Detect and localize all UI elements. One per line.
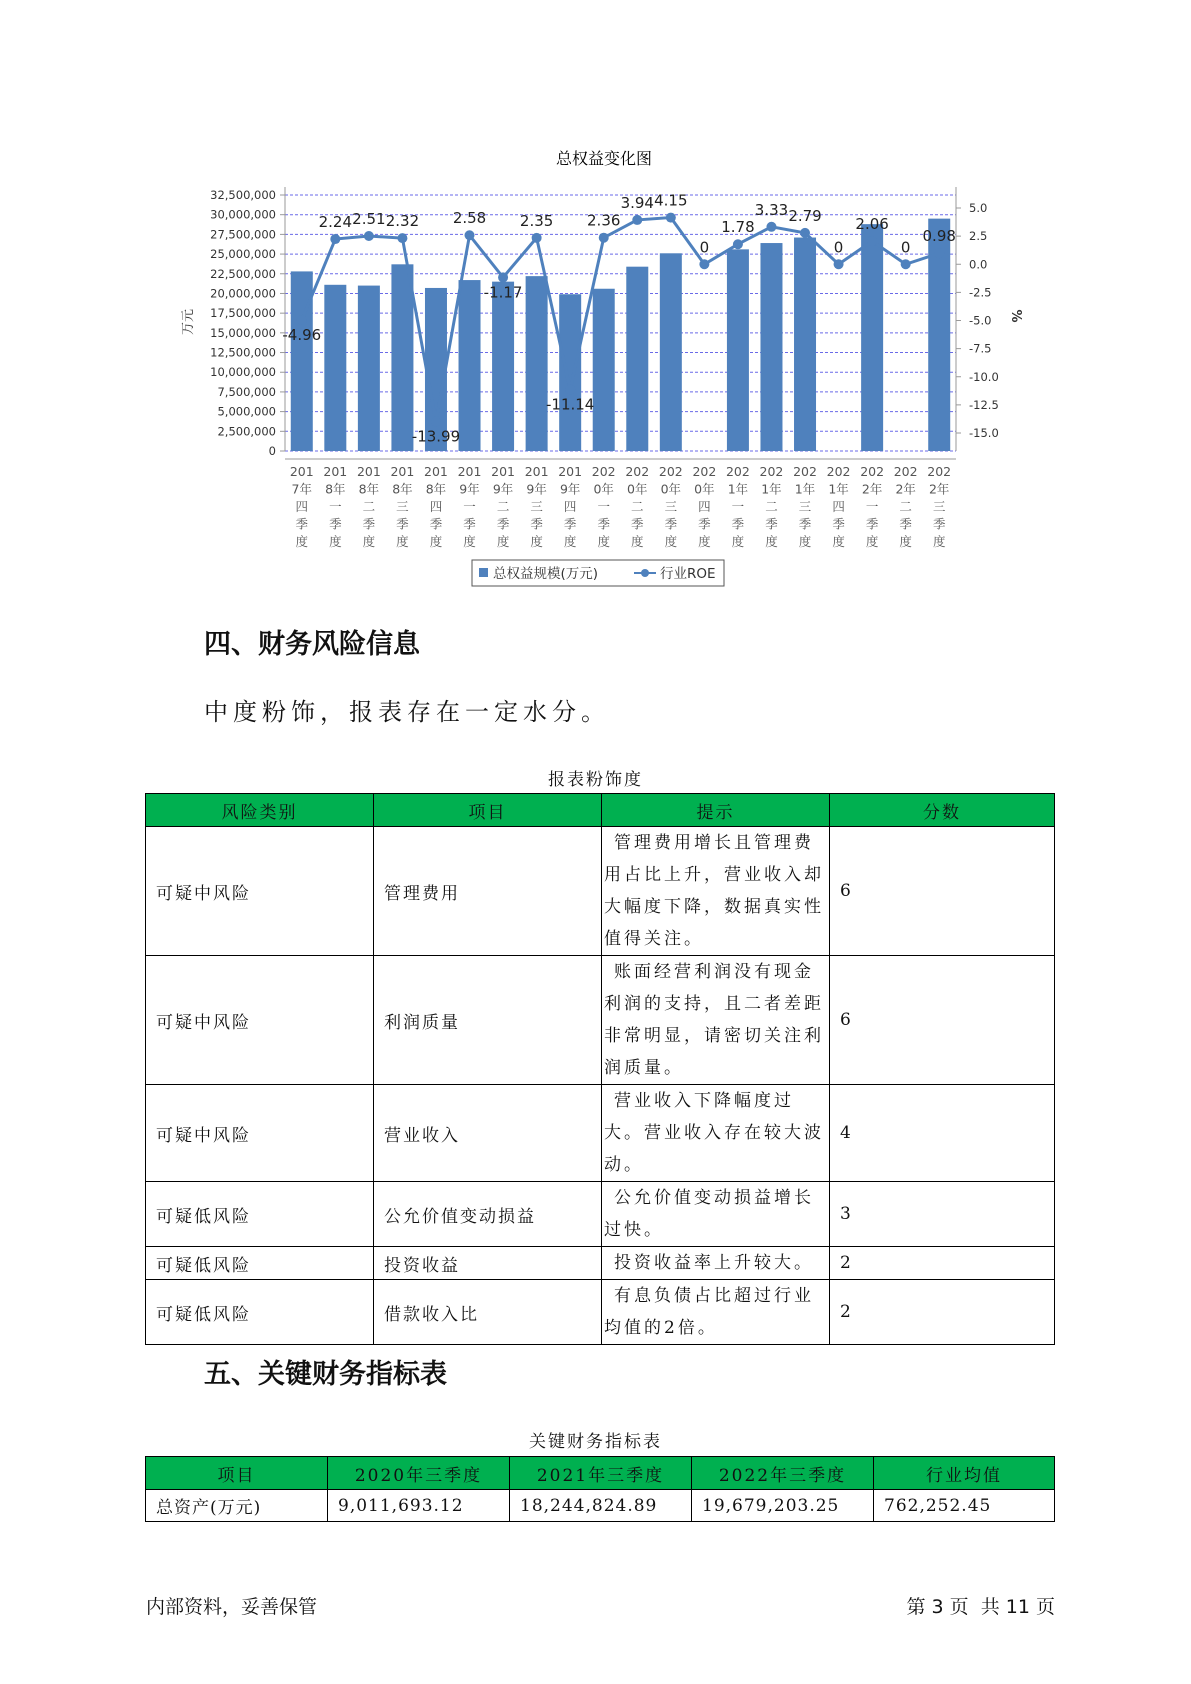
left-tick-label: 2,500,000 [217, 424, 276, 439]
category-label: 季 [798, 516, 812, 532]
item-cell: 利润质量 [374, 956, 602, 1085]
category-label: 9年 [526, 481, 547, 497]
table-row [146, 1182, 1055, 1247]
category-label: 度 [731, 534, 745, 549]
left-tick-label: 12,500,000 [210, 345, 276, 360]
category-label: 度 [932, 534, 946, 549]
roe-point [532, 233, 542, 243]
category-label: 2年 [928, 481, 950, 497]
left-tick-label: 20,000,000 [210, 286, 276, 301]
risk-table-header-0: 风险类别 [146, 794, 374, 827]
table-row [146, 827, 1055, 956]
category-label: 季 [597, 516, 610, 532]
left-axis-title: 万元 [181, 308, 196, 336]
roe-point [632, 215, 642, 225]
hint-cell: 营业收入下降幅度过大。营业收入存在较大波动。 [602, 1085, 830, 1182]
chart-bars [291, 219, 950, 451]
category-label: 季 [932, 516, 946, 532]
item-cell: 营业收入 [374, 1085, 602, 1182]
category-label: 季 [295, 516, 309, 532]
chart-legend [472, 560, 724, 586]
category-label: 度 [631, 534, 644, 549]
category-label: 二 [899, 499, 912, 514]
category-label: 202 [725, 464, 750, 479]
category-label: 201 [524, 464, 549, 479]
category-label: 二 [362, 499, 376, 514]
equity-bar [593, 289, 615, 451]
category-label: 二 [765, 499, 778, 514]
equity-bar [794, 238, 816, 451]
risk-category-cell: 可疑中风险 [146, 1085, 374, 1182]
category-label: 四 [429, 499, 443, 514]
equity-bar [391, 264, 413, 451]
equity-bar [727, 249, 749, 451]
roe-point [465, 230, 475, 240]
section-5-heading: 五、关键财务指标表 [204, 1359, 447, 1390]
category-label: 度 [865, 534, 879, 549]
category-label: 8年 [325, 481, 346, 497]
category-label: 7年 [291, 481, 313, 497]
category-label: 季 [631, 516, 644, 532]
equity-bar [492, 282, 514, 451]
risk-category-cell: 可疑中风险 [146, 956, 374, 1085]
category-label: 季 [463, 516, 476, 532]
roe-point [330, 234, 340, 244]
left-tick-label: 17,500,000 [210, 306, 276, 321]
left-tick-label: 5,000,000 [217, 404, 276, 419]
equity-chart [0, 0, 1191, 600]
metric-table-header-1: 2020年三季度 [328, 1457, 510, 1490]
risk-summary: 中度粉饰，报表存在一定水分。 [204, 698, 610, 726]
category-label: 度 [698, 534, 711, 549]
roe-point [834, 259, 844, 269]
category-label: 季 [698, 516, 711, 532]
roe-point [800, 228, 810, 238]
category-label: 202 [658, 464, 683, 479]
category-label: 季 [765, 516, 778, 532]
category-label: 四 [698, 499, 711, 514]
roe-data-label: 2.79 [788, 206, 822, 225]
category-label: 度 [530, 534, 543, 549]
category-label: 度 [597, 534, 610, 549]
score-cell: 3 [830, 1182, 1055, 1247]
category-label: 度 [563, 534, 577, 549]
category-label: 一 [865, 499, 879, 514]
category-label: 201 [323, 464, 348, 479]
equity-bar [324, 285, 346, 451]
left-tick-label: 10,000,000 [210, 365, 276, 380]
equity-bar [526, 276, 548, 451]
category-label: 季 [664, 516, 678, 532]
hint-cell: 管理费用增长且管理费用占比上升，营业收入却大幅度下降，数据真实性值得关注。 [602, 827, 830, 956]
metric-table-header-3: 2022年三季度 [692, 1457, 874, 1490]
category-label: 季 [563, 516, 577, 532]
key-metrics-table [145, 1456, 1055, 1522]
right-tick-label: -7.5 [969, 341, 992, 356]
section-4-heading: 四、财务风险信息 [204, 629, 420, 660]
legend-bar-swatch [479, 568, 488, 577]
category-label: 0年 [627, 481, 648, 497]
roe-data-label: 2.35 [519, 211, 554, 230]
metric-table-caption: 关键财务指标表 [529, 1432, 662, 1452]
category-label: 三 [396, 499, 409, 514]
category-label: 202 [893, 464, 918, 479]
left-tick-label: 7,500,000 [217, 384, 276, 399]
roe-point [364, 231, 374, 241]
right-tick-label: -12.5 [969, 397, 999, 412]
category-label: 8年 [425, 481, 447, 497]
category-label: 季 [329, 516, 342, 532]
roe-data-label: -11.14 [545, 395, 595, 414]
category-label: 202 [826, 464, 851, 479]
hint-cell: 账面经营利润没有现金利润的支持，且二者差距非常明显，请密切关注利润质量。 [602, 956, 830, 1085]
hint-cell: 投资收益率上升较大。 [602, 1247, 830, 1280]
category-label: 201 [558, 464, 583, 479]
footer-page-number: 第 3 页 共 11 页 [906, 1596, 1055, 1618]
legend-line-label: 行业ROE [660, 566, 716, 582]
legend-line-marker [641, 569, 649, 577]
metric-value-cell: 18,244,824.89 [510, 1490, 692, 1522]
roe-data-label: 2.36 [587, 211, 621, 230]
category-label: 三 [932, 499, 946, 514]
category-label: 度 [396, 534, 409, 549]
roe-data-label: -1.17 [483, 283, 523, 302]
roe-point [397, 233, 407, 243]
category-label: 季 [832, 516, 845, 532]
category-label: 一 [463, 499, 476, 514]
risk-table [145, 793, 1055, 1345]
item-cell: 借款收入比 [374, 1280, 602, 1345]
risk-table-header-2: 提示 [602, 794, 830, 827]
category-label: 9年 [492, 481, 514, 497]
hint-cell: 公允价值变动损益增长过快。 [602, 1182, 830, 1247]
category-label: 季 [362, 516, 376, 532]
category-label: 三 [664, 499, 678, 514]
category-label: 8年 [392, 481, 413, 497]
score-cell: 4 [830, 1085, 1055, 1182]
metric-table-header-0: 项目 [146, 1457, 328, 1490]
category-label: 201 [390, 464, 415, 479]
category-label: 9年 [459, 481, 480, 497]
equity-bar [559, 294, 581, 451]
category-label: 四 [832, 499, 845, 514]
roe-data-label: 2.58 [452, 209, 487, 228]
table-row [146, 1085, 1055, 1182]
metric-name-cell: 总资产(万元) [146, 1490, 328, 1522]
category-label: 度 [429, 534, 443, 549]
category-label: 1年 [794, 481, 816, 497]
category-label: 201 [457, 464, 482, 479]
roe-point [766, 222, 776, 232]
category-label: 202 [625, 464, 650, 479]
right-axis-title: % [1008, 309, 1023, 323]
category-label: 202 [793, 464, 817, 479]
metric-value-cell: 9,011,693.12 [328, 1490, 510, 1522]
category-label: 201 [289, 464, 314, 479]
score-cell: 2 [830, 1247, 1055, 1280]
roe-data-label: 3.33 [754, 200, 789, 219]
left-tick-label: 30,000,000 [210, 207, 276, 222]
category-label: 度 [664, 534, 678, 549]
category-label: 202 [591, 464, 616, 479]
category-label: 0年 [660, 481, 682, 497]
category-label: 1年 [727, 481, 749, 497]
equity-bar [760, 243, 782, 451]
category-label: 1年 [761, 481, 782, 497]
score-cell: 6 [830, 956, 1055, 1085]
score-cell: 2 [830, 1280, 1055, 1345]
category-label: 三 [530, 499, 543, 514]
risk-category-cell: 可疑中风险 [146, 827, 374, 956]
category-label: 202 [927, 464, 952, 479]
equity-bar [861, 224, 883, 451]
roe-data-label: 3.94 [620, 193, 654, 212]
right-tick-label: -10.0 [969, 369, 999, 384]
hint-cell: 有息负债占比超过行业均值的2倍。 [602, 1280, 830, 1345]
metric-table-header-4: 行业均值 [874, 1457, 1055, 1490]
item-cell: 管理费用 [374, 827, 602, 956]
roe-data-label: 0.98 [922, 227, 956, 246]
category-label: 三 [798, 499, 812, 514]
roe-data-label: 1.78 [721, 218, 755, 237]
table-row [146, 1280, 1055, 1345]
table-row [146, 956, 1055, 1085]
roe-data-label: 2.51 [352, 210, 386, 229]
roe-data-label: 4.15 [654, 191, 688, 210]
risk-category-cell: 可疑低风险 [146, 1247, 374, 1280]
category-label: 季 [865, 516, 879, 532]
category-label: 1年 [828, 481, 849, 497]
category-label: 二 [496, 499, 510, 514]
chart-labels [282, 192, 956, 549]
roe-point [498, 272, 508, 282]
category-label: 二 [631, 499, 644, 514]
category-label: 一 [597, 499, 610, 514]
right-tick-label: 0.0 [969, 257, 988, 272]
category-label: 度 [832, 534, 845, 549]
category-label: 季 [530, 516, 543, 532]
category-label: 202 [759, 464, 784, 479]
metric-table-header-2: 2021年三季度 [510, 1457, 692, 1490]
category-label: 8年 [358, 481, 380, 497]
category-label: 一 [731, 499, 745, 514]
roe-point [901, 259, 911, 269]
chart-title: 总权益变化图 [555, 149, 653, 168]
risk-table-caption: 报表粉饰度 [548, 770, 643, 790]
left-tick-label: 15,000,000 [210, 325, 276, 340]
category-label: 度 [362, 534, 376, 549]
roe-data-label: 2.06 [855, 215, 889, 234]
table-row [146, 1247, 1055, 1280]
category-label: 202 [692, 464, 717, 479]
category-label: 9年 [559, 481, 581, 497]
category-label: 季 [496, 516, 510, 532]
risk-table-header-1: 项目 [374, 794, 602, 827]
category-label: 季 [899, 516, 912, 532]
category-label: 2年 [861, 481, 883, 497]
left-tick-label: 27,500,000 [210, 227, 276, 242]
metric-value-cell: 762,252.45 [874, 1490, 1055, 1522]
equity-bar [459, 280, 481, 451]
roe-point [431, 417, 441, 427]
right-tick-label: -15.0 [969, 426, 999, 440]
left-tick-label: 22,500,000 [210, 266, 276, 281]
table-row [146, 1490, 1055, 1522]
category-label: 201 [424, 464, 448, 479]
roe-point [733, 239, 743, 249]
item-cell: 公允价值变动损益 [374, 1182, 602, 1247]
equity-bar [660, 253, 682, 451]
category-label: 2年 [895, 481, 916, 497]
chart-grid [285, 195, 956, 451]
roe-point [934, 248, 944, 258]
category-label: 202 [860, 464, 885, 479]
category-label: 季 [429, 516, 443, 532]
category-label: 一 [329, 499, 342, 514]
category-label: 201 [491, 464, 516, 479]
roe-point [666, 213, 676, 223]
roe-point [297, 315, 307, 325]
roe-point [699, 259, 709, 269]
roe-data-label: 0 [900, 238, 911, 257]
category-label: 0年 [694, 481, 715, 497]
category-label: 度 [496, 534, 510, 549]
category-label: 度 [463, 534, 476, 549]
roe-data-label: 2.24 [318, 213, 353, 232]
footer-confidential: 内部资料，妥善保管 [146, 1596, 318, 1618]
right-tick-label: -5.0 [969, 313, 992, 328]
category-label: 201 [356, 464, 381, 479]
right-tick-label: -2.5 [969, 285, 992, 300]
category-label: 度 [765, 534, 778, 549]
left-tick-label: 0 [268, 444, 276, 458]
risk-category-cell: 可疑低风险 [146, 1280, 374, 1345]
score-cell: 6 [830, 827, 1055, 956]
category-label: 度 [798, 534, 812, 549]
roe-point [565, 385, 575, 395]
right-tick-label: 2.5 [969, 229, 988, 244]
category-label: 四 [563, 499, 577, 514]
left-tick-label: 25,000,000 [210, 247, 276, 262]
right-tick-label: 5.0 [969, 201, 988, 215]
roe-data-label: 2.32 [385, 212, 420, 231]
equity-bar [626, 267, 648, 451]
category-label: 季 [731, 516, 745, 532]
risk-category-cell: 可疑低风险 [146, 1182, 374, 1247]
metric-value-cell: 19,679,203.25 [692, 1490, 874, 1522]
roe-data-label: -4.96 [282, 326, 322, 345]
roe-data-label: -13.99 [411, 427, 461, 446]
risk-table-header-3: 分数 [830, 794, 1055, 827]
category-label: 季 [396, 516, 409, 532]
category-label: 0年 [593, 481, 614, 497]
roe-data-label: 0 [699, 238, 710, 257]
roe-data-label: 0 [833, 238, 844, 257]
left-tick-label: 32,500,000 [210, 188, 276, 202]
category-label: 度 [899, 534, 912, 549]
roe-point [599, 233, 609, 243]
category-label: 度 [295, 534, 309, 549]
roe-point [867, 236, 877, 246]
legend-bar-label: 总权益规模(万元) [493, 566, 599, 582]
category-label: 四 [295, 499, 309, 514]
category-label: 度 [329, 534, 342, 549]
equity-bar [358, 286, 380, 451]
item-cell: 投资收益 [374, 1247, 602, 1280]
